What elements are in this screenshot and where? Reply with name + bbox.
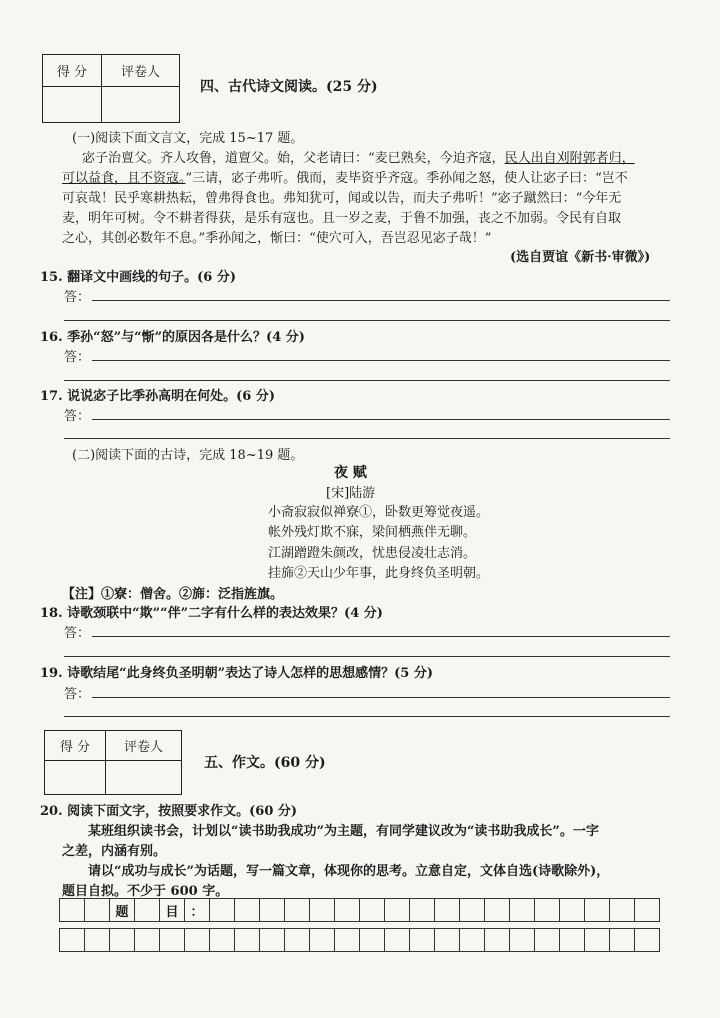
poem-line-1: 小斋寂寂似禅寮①，卧数更筹觉夜遥。 (268, 505, 490, 520)
grader-cell[interactable] (106, 761, 182, 795)
grid-cell[interactable] (334, 928, 360, 952)
passage-source: (选自贾谊《新书·审微》) (510, 250, 651, 265)
grid-cell[interactable] (159, 928, 185, 952)
score-label: 得 分 (45, 731, 106, 761)
passage-line-4: 麦，明年可树。令不耕者得获，是乐有寇也。且一岁之麦，于鲁不加强，丧之不加弱。令民有自取 (62, 211, 622, 226)
grid-cell[interactable] (309, 898, 335, 922)
poem-note: 【注】①寮：僧舍。②旆：泛指旌旗。 (62, 587, 284, 602)
grid-cell[interactable] (284, 928, 310, 952)
grid-cell[interactable] (559, 928, 585, 952)
grid-cell[interactable] (534, 898, 560, 922)
passage-line-5: 之心，其创必数年不息。”季孙闻之，惭曰：“使穴可入，吾岂忍见宓子哉！” (62, 231, 492, 246)
answer-label-18: 答： (64, 626, 91, 641)
question-16: 16. 季孙“怒”与“惭”的原因各是什么？(4 分) (40, 330, 305, 345)
answer-line-17b[interactable] (64, 438, 670, 439)
grid-cell[interactable] (459, 898, 485, 922)
underlined-sentence-a: 民人出自刈附郭者归， (504, 151, 635, 166)
poem-line-2: 帐外残灯欺不寐，梁间栖燕伴无聊。 (268, 525, 477, 540)
grid-cell[interactable] (259, 928, 285, 952)
section-5-title: 五、作文。(60 分) (204, 755, 326, 771)
grid-cell[interactable] (484, 898, 510, 922)
title-grid-row[interactable] (60, 898, 660, 922)
grid-cell[interactable] (334, 898, 360, 922)
question-19: 19. 诗歌结尾“此身终负圣明朝”表达了诗人怎样的思想感情？(5 分) (40, 666, 433, 681)
question-18: 18. 诗歌颈联中“欺”“伴”二字有什么样的表达效果？(4 分) (40, 606, 383, 621)
writing-grid-row[interactable] (60, 928, 660, 952)
prompt-line-3: 请以“成功与成长”为话题，写一篇文章，体现你的思考。立意自定，文体自选(诗歌除外)， (88, 864, 610, 879)
grid-cell[interactable] (609, 928, 635, 952)
answer-line-19b[interactable] (64, 716, 670, 717)
section-4-title: 四、古代诗文阅读。(25 分) (200, 79, 378, 95)
question-20: 20. 阅读下面文字，按照要求作文。(60 分) (40, 804, 298, 819)
grader-label: 评卷人 (106, 731, 182, 761)
grid-cell[interactable] (134, 898, 160, 922)
grid-cell[interactable] (634, 898, 660, 922)
answer-line-16a[interactable] (92, 360, 670, 361)
title-label-1: 题 (109, 898, 135, 922)
answer-line-15b[interactable] (64, 320, 670, 321)
score-box-1 (42, 54, 180, 123)
grid-cell[interactable] (559, 898, 585, 922)
poem-line-3: 江湖蹭蹬朱颜改，忧患侵凌壮志消。 (268, 546, 477, 561)
underlined-sentence-b: 可以益食，且不资寇。 (62, 171, 186, 186)
grid-cell[interactable] (509, 898, 535, 922)
question-17: 17. 说说宓子比季孙高明在何处。(6 分) (40, 389, 276, 404)
answer-label-15: 答： (64, 290, 91, 305)
score-cell[interactable] (45, 761, 106, 795)
grid-cell[interactable] (359, 898, 385, 922)
prompt-line-4: 题目自拟。不少于 600 字。 (62, 884, 229, 899)
grid-cell[interactable] (184, 928, 210, 952)
answer-line-19a[interactable] (92, 697, 670, 698)
answer-line-15a[interactable] (92, 300, 670, 301)
answer-line-18a[interactable] (92, 636, 670, 637)
part2-heading: (二)阅读下面的古诗，完成 18~19 题。 (72, 448, 304, 463)
score-label: 得 分 (43, 55, 102, 87)
answer-line-16b[interactable] (64, 380, 670, 381)
grid-cell[interactable] (384, 928, 410, 952)
question-15: 15. 翻译文中画线的句子。(6 分) (40, 270, 237, 285)
part1-heading: (一)阅读下面文言文，完成 15~17 题。 (72, 131, 304, 146)
grid-cell[interactable] (134, 928, 160, 952)
passage-line-2: 可以益食，且不资寇。”三请，宓子弗听。俄而，麦毕资乎齐寇。季孙闻之怒，使人让宓子曰：“岂不 (62, 171, 628, 186)
prompt-line-2: 之差，内涵有别。 (62, 844, 167, 859)
grader-label: 评卷人 (102, 55, 180, 87)
grid-cell[interactable] (284, 898, 310, 922)
grid-cell[interactable] (234, 928, 260, 952)
prompt-line-1: 某班组织读书会，计划以“读书助我成功”为主题，有同学建议改为“读书助我成长”。一字 (88, 824, 599, 839)
grader-cell[interactable] (102, 87, 180, 123)
answer-label-16: 答： (64, 350, 91, 365)
poem-author: [宋]陆游 (326, 486, 376, 501)
answer-line-18b[interactable] (64, 656, 670, 657)
grid-cell[interactable] (634, 928, 660, 952)
grid-cell[interactable] (84, 928, 110, 952)
grid-cell[interactable] (359, 928, 385, 952)
title-label-2: 目 (159, 898, 185, 922)
grid-cell[interactable] (384, 898, 410, 922)
grid-cell[interactable] (84, 898, 110, 922)
passage-line-3: 可哀哉！民乎寒耕热耘，曾弗得食也。弗知犹可，闻或以告，而夫子弗听！”宓子蹴然曰：“今年无 (62, 191, 622, 206)
grid-cell[interactable] (59, 928, 85, 952)
answer-line-17a[interactable] (92, 419, 670, 420)
grid-cell[interactable] (259, 898, 285, 922)
poem-title: 夜 赋 (334, 465, 367, 481)
grid-cell[interactable] (459, 928, 485, 952)
grid-cell[interactable] (234, 898, 260, 922)
answer-label-17: 答： (64, 409, 91, 424)
grid-cell[interactable] (434, 898, 460, 922)
grid-cell[interactable] (534, 928, 560, 952)
grid-cell[interactable] (484, 928, 510, 952)
grid-cell[interactable] (209, 928, 235, 952)
grid-cell[interactable] (584, 898, 610, 922)
grid-cell[interactable] (209, 898, 235, 922)
grid-cell[interactable] (309, 928, 335, 952)
score-cell[interactable] (43, 87, 102, 123)
grid-cell[interactable] (509, 928, 535, 952)
poem-line-4: 挂旆②天山少年事，此身终负圣明朝。 (268, 566, 490, 581)
grid-cell[interactable] (609, 898, 635, 922)
score-box-2 (44, 730, 182, 795)
grid-cell[interactable] (434, 928, 460, 952)
passage-line-1: 宓子治亶父。齐人攻鲁，道亶父。始，父老请曰：“麦已熟矣，今迫齐寇，民人出自刈附郭者归， (82, 151, 635, 166)
answer-label-19: 答： (64, 687, 91, 702)
grid-cell[interactable] (59, 898, 85, 922)
title-colon: ： (184, 898, 210, 922)
grid-cell[interactable] (409, 898, 435, 922)
grid-cell[interactable] (584, 928, 610, 952)
grid-cell[interactable] (409, 928, 435, 952)
grid-cell[interactable] (109, 928, 135, 952)
